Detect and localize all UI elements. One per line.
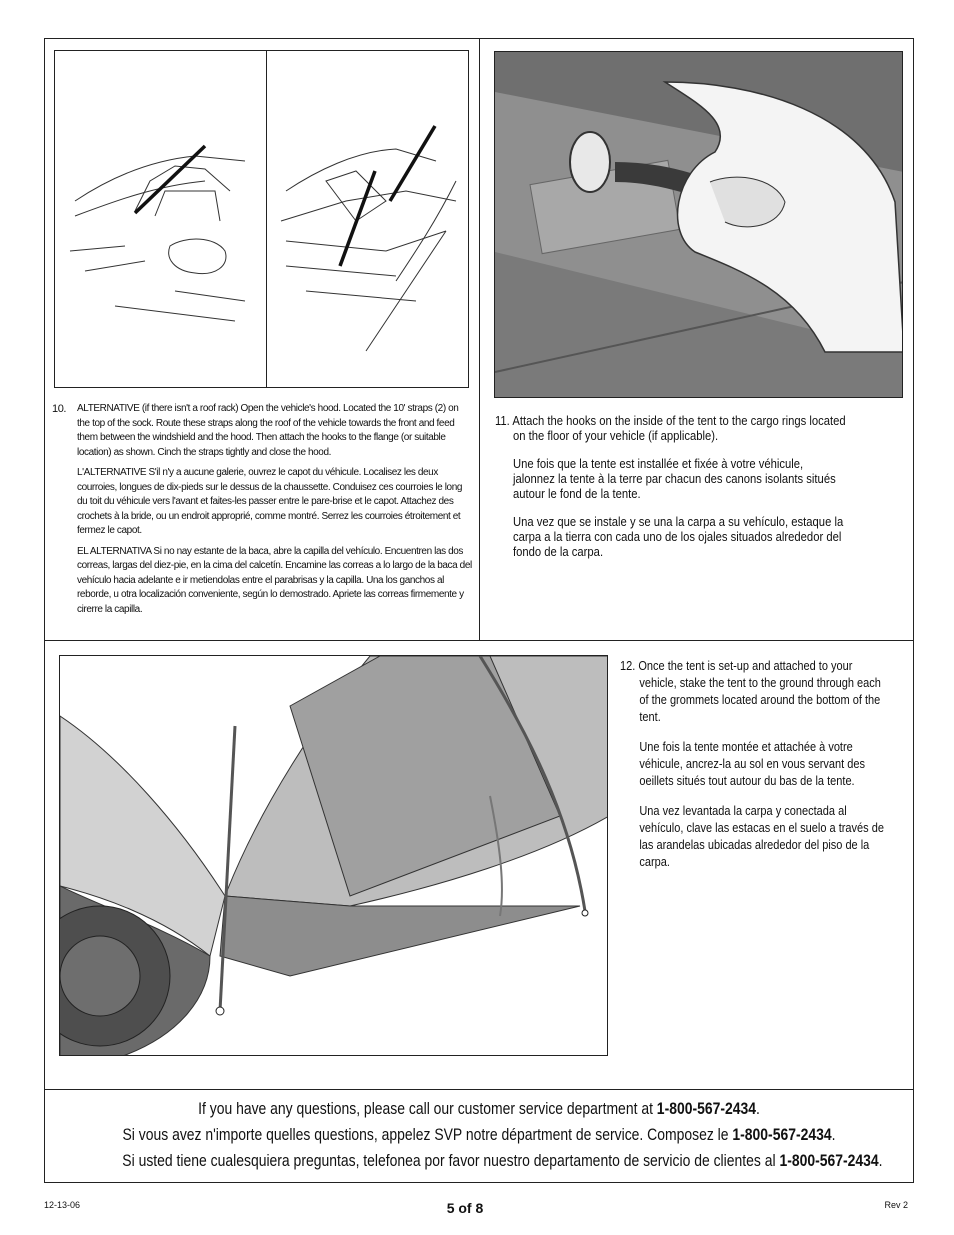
step12-instructions — [620, 658, 888, 884]
step10-spanish: EL ALTERNATIVA Si no nay estante de la baca, abre la capilla del vehículo. Encuentren las dos correas, largas del diez-pie, en la cima del calcetín. Encamine las correas a lo largo de la baca del vehículo hacia adelante e ir metiendolas entre el parabrisas y la capilla. Una los ganchos al reborde, u otra localización conveniente, según lo demostrado. Apriete las correas firmemente y cirerre la capilla. — [77, 545, 472, 615]
step11-number: 11. — [495, 414, 510, 428]
row-divider-top — [44, 640, 914, 641]
cargo-ring-hook-illustration — [494, 51, 903, 398]
step11-french: Une fois que la tente est installée et fixée à votre véhicule, jalonnez la tente à la terre par chacun des canons isolants situés autour le fond de la tente. — [513, 457, 836, 501]
customer-service-contact — [44, 1096, 914, 1174]
step11-spanish: Una vez que se instale y se una la carpa a su vehículo, estaque la carpa a la tierra con cada uno de los ojales situados alrededor del fondo de la carpa. — [513, 515, 844, 559]
footer-date: 12-13-06 — [44, 1200, 81, 1210]
step10-illustration-panel — [54, 50, 469, 388]
step10-english: ALTERNATIVE (if there isn't a roof rack) Open the vehicle's hood. Located the 10' straps (2) on the top of the sock. Route these straps along the roof of the vehicle towards the front and feed them between the windshield and the hood. Then attach the hooks to the flange (or suitable location) as shown. Cinch the straps tightly and close the hood. — [77, 403, 459, 458]
contact-line-english: If you have any questions, please call our customer service department at 1-800-567-2434. — [198, 1099, 760, 1118]
footer-revision: Rev 2 — [884, 1200, 908, 1210]
step11-english: Attach the hooks on the inside of the tent to the cargo rings located on the floor of your vehicle (if applicable). — [512, 414, 846, 443]
top-column-divider — [479, 38, 480, 640]
step10-instructions — [52, 402, 472, 623]
phone-number: 1-800-567-2434 — [732, 1125, 832, 1144]
contact-line-spanish: Si usted tiene cualesquiera preguntas, telefonea por favor nuestro departamento de servicio de clientes al 1-800-567-2434. — [122, 1151, 883, 1170]
tent-staking-illustration — [59, 655, 608, 1056]
contact-line-french: Si vous avez n'importe quelles questions, appelez SVP notre départment de service. Composez le 1-800-567-2434. — [122, 1125, 836, 1144]
step11-instructions — [495, 414, 846, 573]
step12-french: Une fois la tente montée et attachée à votre véhicule, ancrez-la au sol en vous servant des oeillets situés tout autour du bas de la tente. — [639, 740, 865, 788]
windshield-strap-illustration — [55, 51, 469, 388]
page-number: 5 of 8 — [446, 1200, 484, 1216]
phone-number: 1-800-567-2434 — [656, 1099, 757, 1118]
row-divider-bottom — [44, 1089, 914, 1090]
step12-spanish: Una vez levantada la carpa y conectada al vehículo, clave las estacas en el suelo a través de las arandelas ubicadas alrededor del piso de la carpa. — [639, 804, 884, 869]
step12-english: Once the tent is set-up and attached to your vehicle, stake the tent to the ground through each of the grommets located around the bottom of the tent. — [638, 659, 881, 724]
step10-french: L'ALTERNATIVE S'il n'y a aucune galerie, ouvrez le capot du véhicule. Localisez les deux courroies, longues de dix-pieds sur le dessus de la chaussette. Conduisez ces courroies le long du toit du véhicule vers l'avant et faites-les passer entre le pare-brise et le capot. Attachez des crochets à la bride, ou un endroit approprié, comme montré. Serrez les courroies étroitement et fermez le capot. — [77, 467, 463, 536]
phone-number: 1-800-567-2434 — [779, 1151, 879, 1170]
step10-number: 10. — [52, 403, 67, 415]
step12-number: 12. — [620, 659, 636, 673]
